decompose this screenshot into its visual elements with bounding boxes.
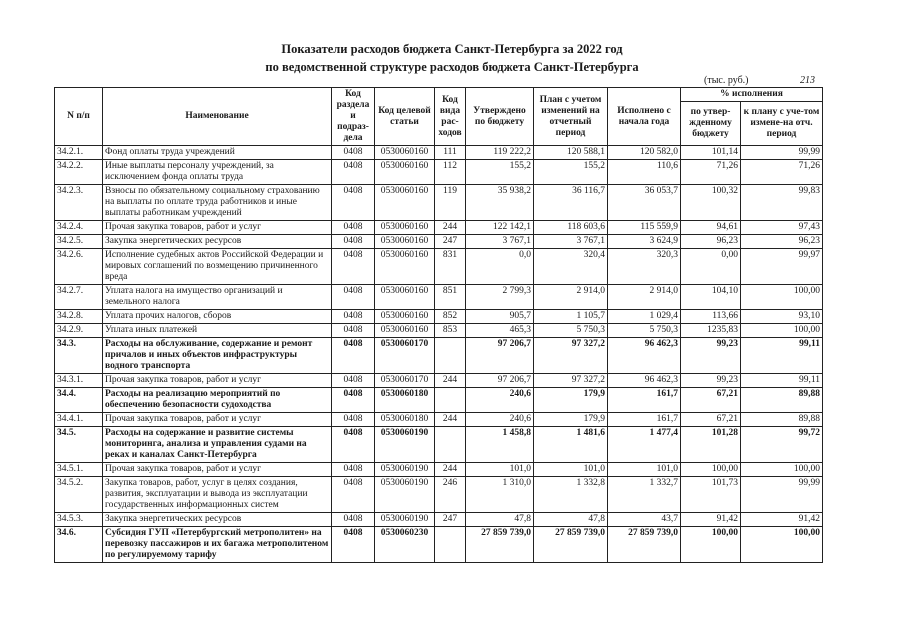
- cell-type: 247: [435, 513, 466, 527]
- cell-name: Расходы на содержание и развитие системы мониторинга, анализа и управления судами на реках и каналах Санкт-Петербурга: [103, 427, 332, 463]
- cell-approved: 465,3: [466, 324, 534, 338]
- cell-executed: 101,0: [608, 463, 681, 477]
- table-row: [55, 324, 823, 338]
- page-number: 213: [800, 75, 815, 86]
- cell-pct-approved: 99,23: [681, 374, 741, 388]
- cell-executed: 110,6: [608, 160, 681, 185]
- cell-section: 0408: [332, 527, 375, 563]
- cell-approved: 97 206,7: [466, 338, 534, 374]
- cell-name: Закупка товаров, работ, услуг в целях создания, развития, эксплуатации и вывода из эксплуатации государственных информационных систем: [103, 477, 332, 513]
- cell-plan: 155,2: [534, 160, 608, 185]
- cell-plan: 97 327,2: [534, 374, 608, 388]
- cell-approved: 1 310,0: [466, 477, 534, 513]
- table-row: [55, 249, 823, 285]
- cell-article: 0530060190: [375, 513, 435, 527]
- cell-executed: 115 559,9: [608, 221, 681, 235]
- cell-pct-plan: 99,72: [741, 427, 823, 463]
- cell-pct-plan: 99,99: [741, 146, 823, 160]
- cell-article: 0530060160: [375, 235, 435, 249]
- cell-section: 0408: [332, 146, 375, 160]
- cell-pct-approved: 104,10: [681, 285, 741, 310]
- cell-plan: 1 332,8: [534, 477, 608, 513]
- col-header-pct-approved: по утвер-жденному бюджету: [681, 102, 741, 146]
- cell-pct-approved: 100,00: [681, 527, 741, 563]
- cell-plan: 179,9: [534, 413, 608, 427]
- table-row: [55, 463, 823, 477]
- cell-pct-plan: 100,00: [741, 285, 823, 310]
- cell-approved: 101,0: [466, 463, 534, 477]
- cell-pct-plan: 99,99: [741, 477, 823, 513]
- table-row: [55, 235, 823, 249]
- cell-pct-approved: 94,61: [681, 221, 741, 235]
- cell-pct-plan: 96,23: [741, 235, 823, 249]
- cell-pct-approved: 100,00: [681, 463, 741, 477]
- cell-num: 34.2.1.: [55, 146, 103, 160]
- cell-pct-plan: 99,97: [741, 249, 823, 285]
- cell-name: Закупка энергетических ресурсов: [103, 513, 332, 527]
- cell-plan: 36 116,7: [534, 185, 608, 221]
- cell-executed: 5 750,3: [608, 324, 681, 338]
- units-label: (тыс. руб.): [704, 75, 749, 86]
- table-row: [55, 185, 823, 221]
- cell-approved: 27 859 739,0: [466, 527, 534, 563]
- cell-pct-plan: 100,00: [741, 463, 823, 477]
- cell-num: 34.2.3.: [55, 185, 103, 221]
- cell-approved: 905,7: [466, 310, 534, 324]
- table-row: [55, 285, 823, 310]
- cell-pct-approved: 101,14: [681, 146, 741, 160]
- table-row: [55, 513, 823, 527]
- cell-plan: 97 327,2: [534, 338, 608, 374]
- cell-executed: 320,3: [608, 249, 681, 285]
- cell-pct-plan: 89,88: [741, 388, 823, 413]
- cell-section: 0408: [332, 310, 375, 324]
- cell-type: 244: [435, 413, 466, 427]
- cell-approved: 3 767,1: [466, 235, 534, 249]
- cell-pct-approved: 1235,83: [681, 324, 741, 338]
- cell-name: Иные выплаты персоналу учреждений, за исключением фонда оплаты труда: [103, 160, 332, 185]
- cell-executed: 96 462,3: [608, 338, 681, 374]
- table-row: [55, 388, 823, 413]
- cell-section: 0408: [332, 249, 375, 285]
- cell-pct-approved: 67,21: [681, 388, 741, 413]
- cell-approved: 2 799,3: [466, 285, 534, 310]
- table-row: [55, 427, 823, 463]
- col-header-approved: Утверждено по бюджету: [466, 88, 534, 146]
- cell-num: 34.6.: [55, 527, 103, 563]
- cell-article: 0530060180: [375, 388, 435, 413]
- cell-name: Расходы на реализацию мероприятий по обеспечению безопасности судоходства: [103, 388, 332, 413]
- cell-name: Уплата налога на имущество организаций и земельного налога: [103, 285, 332, 310]
- cell-plan: 3 767,1: [534, 235, 608, 249]
- cell-pct-approved: 71,26: [681, 160, 741, 185]
- cell-article: 0530060160: [375, 285, 435, 310]
- cell-pct-approved: 96,23: [681, 235, 741, 249]
- cell-article: 0530060170: [375, 338, 435, 374]
- table-row: [55, 374, 823, 388]
- cell-section: 0408: [332, 374, 375, 388]
- col-header-plan: План с учетом изменений на отчетный период: [534, 88, 608, 146]
- cell-type: 112: [435, 160, 466, 185]
- table-body: [55, 146, 823, 563]
- cell-plan: 101,0: [534, 463, 608, 477]
- cell-num: 34.2.6.: [55, 249, 103, 285]
- cell-section: 0408: [332, 338, 375, 374]
- cell-type: [435, 427, 466, 463]
- cell-executed: 1 029,4: [608, 310, 681, 324]
- table-row: [55, 527, 823, 563]
- cell-approved: 240,6: [466, 388, 534, 413]
- cell-num: 34.2.7.: [55, 285, 103, 310]
- cell-type: 851: [435, 285, 466, 310]
- cell-pct-plan: 93,10: [741, 310, 823, 324]
- table-row: [55, 146, 823, 160]
- expense-table: [54, 87, 823, 563]
- cell-plan: 5 750,3: [534, 324, 608, 338]
- cell-pct-approved: 0,00: [681, 249, 741, 285]
- cell-name: Взносы по обязательному социальному страхованию на выплаты по оплате труда работников и иные выплаты работникам учреждений: [103, 185, 332, 221]
- cell-approved: 1 458,8: [466, 427, 534, 463]
- col-header-pct-plan: к плану с уче-том измене-на отч. период: [741, 102, 823, 146]
- table-row: [55, 160, 823, 185]
- cell-type: 119: [435, 185, 466, 221]
- cell-article: 0530060160: [375, 249, 435, 285]
- cell-executed: 1 332,7: [608, 477, 681, 513]
- cell-plan: 2 914,0: [534, 285, 608, 310]
- cell-article: 0530060160: [375, 185, 435, 221]
- cell-type: 111: [435, 146, 466, 160]
- cell-plan: 118 603,6: [534, 221, 608, 235]
- cell-num: 34.5.1.: [55, 463, 103, 477]
- cell-type: 247: [435, 235, 466, 249]
- cell-pct-plan: 97,43: [741, 221, 823, 235]
- cell-pct-plan: 99,11: [741, 338, 823, 374]
- cell-article: 0530060180: [375, 413, 435, 427]
- cell-article: 0530060230: [375, 527, 435, 563]
- col-header-executed: Исполнено с начала года: [608, 88, 681, 146]
- cell-pct-plan: 91,42: [741, 513, 823, 527]
- col-header-pct-group: % исполнения: [681, 88, 823, 102]
- cell-executed: 1 477,4: [608, 427, 681, 463]
- cell-name: Субсидия ГУП «Петербургский метрополитен» на перевозку пассажиров и их багажа метрополитеном по регулируемому тарифу: [103, 527, 332, 563]
- cell-name: Прочая закупка товаров, работ и услуг: [103, 374, 332, 388]
- cell-num: 34.4.1.: [55, 413, 103, 427]
- cell-approved: 97 206,7: [466, 374, 534, 388]
- cell-type: 831: [435, 249, 466, 285]
- cell-executed: 161,7: [608, 388, 681, 413]
- cell-approved: 155,2: [466, 160, 534, 185]
- col-header-section: Код раздела и подраз-дела: [332, 88, 375, 146]
- cell-approved: 240,6: [466, 413, 534, 427]
- cell-section: 0408: [332, 160, 375, 185]
- cell-article: 0530060190: [375, 477, 435, 513]
- cell-type: 244: [435, 463, 466, 477]
- cell-approved: 35 938,2: [466, 185, 534, 221]
- cell-approved: 119 222,2: [466, 146, 534, 160]
- col-header-article: Код целевой статьи: [375, 88, 435, 146]
- cell-pct-approved: 101,28: [681, 427, 741, 463]
- cell-section: 0408: [332, 413, 375, 427]
- cell-pct-approved: 99,23: [681, 338, 741, 374]
- cell-plan: 47,8: [534, 513, 608, 527]
- cell-section: 0408: [332, 221, 375, 235]
- cell-section: 0408: [332, 235, 375, 249]
- cell-approved: 47,8: [466, 513, 534, 527]
- cell-article: 0530060190: [375, 463, 435, 477]
- cell-article: 0530060160: [375, 310, 435, 324]
- cell-section: 0408: [332, 463, 375, 477]
- cell-executed: 96 462,3: [608, 374, 681, 388]
- table-row: [55, 413, 823, 427]
- cell-plan: 1 481,6: [534, 427, 608, 463]
- cell-pct-plan: 71,26: [741, 160, 823, 185]
- cell-section: 0408: [332, 324, 375, 338]
- cell-num: 34.2.8.: [55, 310, 103, 324]
- cell-type: 244: [435, 374, 466, 388]
- cell-num: 34.5.: [55, 427, 103, 463]
- cell-type: [435, 388, 466, 413]
- cell-num: 34.4.: [55, 388, 103, 413]
- cell-section: 0408: [332, 513, 375, 527]
- cell-name: Закупка энергетических ресурсов: [103, 235, 332, 249]
- cell-num: 34.2.2.: [55, 160, 103, 185]
- cell-executed: 161,7: [608, 413, 681, 427]
- col-header-name: Наименование: [103, 88, 332, 146]
- cell-executed: 3 624,9: [608, 235, 681, 249]
- cell-name: Уплата иных платежей: [103, 324, 332, 338]
- cell-name: Уплата прочих налогов, сборов: [103, 310, 332, 324]
- cell-pct-plan: 100,00: [741, 324, 823, 338]
- cell-pct-plan: 99,83: [741, 185, 823, 221]
- cell-plan: 27 859 739,0: [534, 527, 608, 563]
- cell-num: 34.5.3.: [55, 513, 103, 527]
- cell-name: Исполнение судебных актов Российской Федерации и мировых соглашений по возмещению причиненного вреда: [103, 249, 332, 285]
- cell-section: 0408: [332, 427, 375, 463]
- cell-approved: 0,0: [466, 249, 534, 285]
- cell-section: 0408: [332, 477, 375, 513]
- cell-article: 0530060160: [375, 160, 435, 185]
- report-title-line2: по ведомственной структуре расходов бюджета Санкт-Петербурга: [265, 60, 639, 74]
- cell-section: 0408: [332, 285, 375, 310]
- cell-name: Прочая закупка товаров, работ и услуг: [103, 463, 332, 477]
- cell-type: 852: [435, 310, 466, 324]
- cell-pct-approved: 91,42: [681, 513, 741, 527]
- cell-num: 34.3.: [55, 338, 103, 374]
- cell-pct-approved: 67,21: [681, 413, 741, 427]
- cell-approved: 122 142,1: [466, 221, 534, 235]
- cell-num: 34.2.5.: [55, 235, 103, 249]
- table-row: [55, 338, 823, 374]
- cell-num: 34.3.1.: [55, 374, 103, 388]
- cell-plan: 320,4: [534, 249, 608, 285]
- cell-article: 0530060160: [375, 146, 435, 160]
- cell-type: [435, 338, 466, 374]
- cell-num: 34.2.4.: [55, 221, 103, 235]
- cell-num: 34.2.9.: [55, 324, 103, 338]
- cell-plan: 120 588,1: [534, 146, 608, 160]
- table-row: [55, 310, 823, 324]
- cell-type: 853: [435, 324, 466, 338]
- cell-pct-approved: 101,73: [681, 477, 741, 513]
- cell-article: 0530060190: [375, 427, 435, 463]
- cell-name: Прочая закупка товаров, работ и услуг: [103, 413, 332, 427]
- cell-type: 246: [435, 477, 466, 513]
- cell-pct-approved: 113,66: [681, 310, 741, 324]
- cell-type: [435, 527, 466, 563]
- cell-plan: 179,9: [534, 388, 608, 413]
- cell-article: 0530060160: [375, 324, 435, 338]
- cell-num: 34.5.2.: [55, 477, 103, 513]
- cell-pct-plan: 99,11: [741, 374, 823, 388]
- cell-section: 0408: [332, 185, 375, 221]
- cell-name: Прочая закупка товаров, работ и услуг: [103, 221, 332, 235]
- report-title-line1: Показатели расходов бюджета Санкт-Петербурга за 2022 год: [281, 42, 623, 56]
- cell-executed: 36 053,7: [608, 185, 681, 221]
- cell-article: 0530060160: [375, 221, 435, 235]
- cell-name: Расходы на обслуживание, содержание и ремонт причалов и иных объектов инфраструктуры водного транспорта: [103, 338, 332, 374]
- cell-plan: 1 105,7: [534, 310, 608, 324]
- cell-executed: 120 582,0: [608, 146, 681, 160]
- table-row: [55, 221, 823, 235]
- cell-name: Фонд оплаты труда учреждений: [103, 146, 332, 160]
- col-header-num: N п/п: [55, 88, 103, 146]
- cell-pct-plan: 100,00: [741, 527, 823, 563]
- cell-article: 0530060170: [375, 374, 435, 388]
- col-header-type: Код вида рас-ходов: [435, 88, 466, 146]
- cell-pct-approved: 100,32: [681, 185, 741, 221]
- cell-type: 244: [435, 221, 466, 235]
- cell-executed: 2 914,0: [608, 285, 681, 310]
- cell-executed: 27 859 739,0: [608, 527, 681, 563]
- table-row: [55, 477, 823, 513]
- cell-section: 0408: [332, 388, 375, 413]
- cell-pct-plan: 89,88: [741, 413, 823, 427]
- cell-executed: 43,7: [608, 513, 681, 527]
